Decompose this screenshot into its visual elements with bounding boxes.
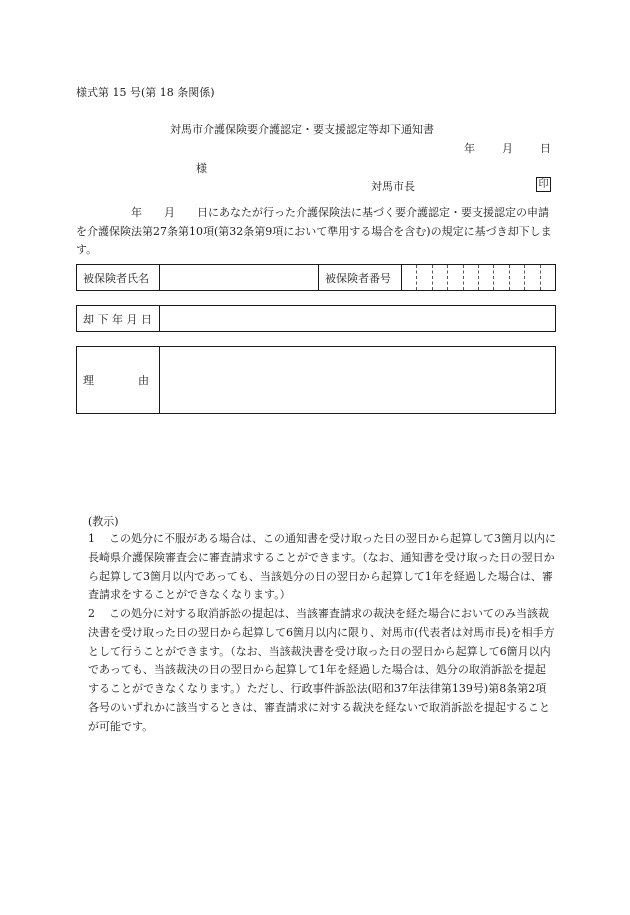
body-text: 年 月 日にあなたが行った介護保険法に基づく要介護認定・要支援認定の申請を介護保険法第27条第10項(第32条第9項において準用する場合を含む)の規定に基づき却下します。 [76, 206, 552, 256]
digit-cell [493, 265, 508, 290]
form-number: 様式第 15 号(第 18 条関係) [76, 86, 215, 99]
reason-label: 理 由 [77, 347, 160, 414]
digit-cell [432, 265, 447, 290]
notice-item-text: この処分に不服がある場合は、この通知書を受け取った日の翌日から起算して3箇月以内に長崎県介護保険審査会に審査請求することができます。（なお、通知書を受け取った日の翌日から起算して3箇月以内であっても、当該処分の日の翌日から起算して1年を経過した場合は、審査請求をすることができなくなります。） [88, 532, 556, 602]
reason-table [76, 346, 556, 414]
rejection-date-field[interactable] [160, 306, 556, 332]
insured-name-label: 被保険者氏名 [77, 265, 160, 291]
document-title: 対馬市介護保険要介護認定・要支援認定等却下通知書 [170, 123, 434, 136]
date-day: 日 [540, 142, 551, 155]
insured-info-table [76, 264, 556, 291]
digit-cell [509, 265, 524, 290]
digit-cell [402, 265, 416, 290]
notice-item [88, 605, 556, 737]
issuer-name: 対馬市長 [371, 180, 415, 193]
digit-cell [540, 265, 555, 290]
digit-cell [524, 265, 539, 290]
seal-mark: 印 [536, 177, 551, 192]
addressee-suffix: 様 [196, 162, 207, 175]
rejection-date-label: 却 下 年 月 日 [77, 306, 160, 332]
date-month: 月 [502, 142, 513, 155]
notice-item-number: 1 [88, 532, 95, 545]
insured-number-label: 被保険者番号 [319, 265, 402, 291]
digit-cell [416, 265, 431, 290]
rejection-date-table [76, 305, 556, 332]
digit-cell [447, 265, 462, 290]
reason-field[interactable] [160, 347, 556, 414]
insured-name-field[interactable] [160, 265, 319, 291]
notice-item-number: 2 [88, 607, 95, 620]
notice-item-text: この処分に対する取消訴訟の提起は、当該審査請求の裁決を経た場合においてのみ当該裁決書を受け取った日の翌日から起算して6箇月以内に限り、対馬市(代表者は対馬市長)を相手方として行うことができます。（なお、当該裁決書を受け取った日の翌日から起算して6箇月以内であっても、当該裁決の日の翌日から起算して1年を経過した場合は、処分の取消訴訟を提起することができなくなります。）ただし、行政事件訴訟法(昭和37年法律第139号)第8条第2項各号のいずれかに該当するときは、審査請求に対する裁決を経ないで取消訴訟を提起することが可能です。 [88, 607, 555, 733]
digit-cell [478, 265, 493, 290]
notice-item [88, 530, 556, 605]
digit-cell [463, 265, 478, 290]
insured-number-field[interactable] [402, 265, 556, 291]
notice-header: (教示) [88, 515, 119, 528]
issue-date [464, 140, 551, 156]
date-year: 年 [464, 142, 475, 155]
